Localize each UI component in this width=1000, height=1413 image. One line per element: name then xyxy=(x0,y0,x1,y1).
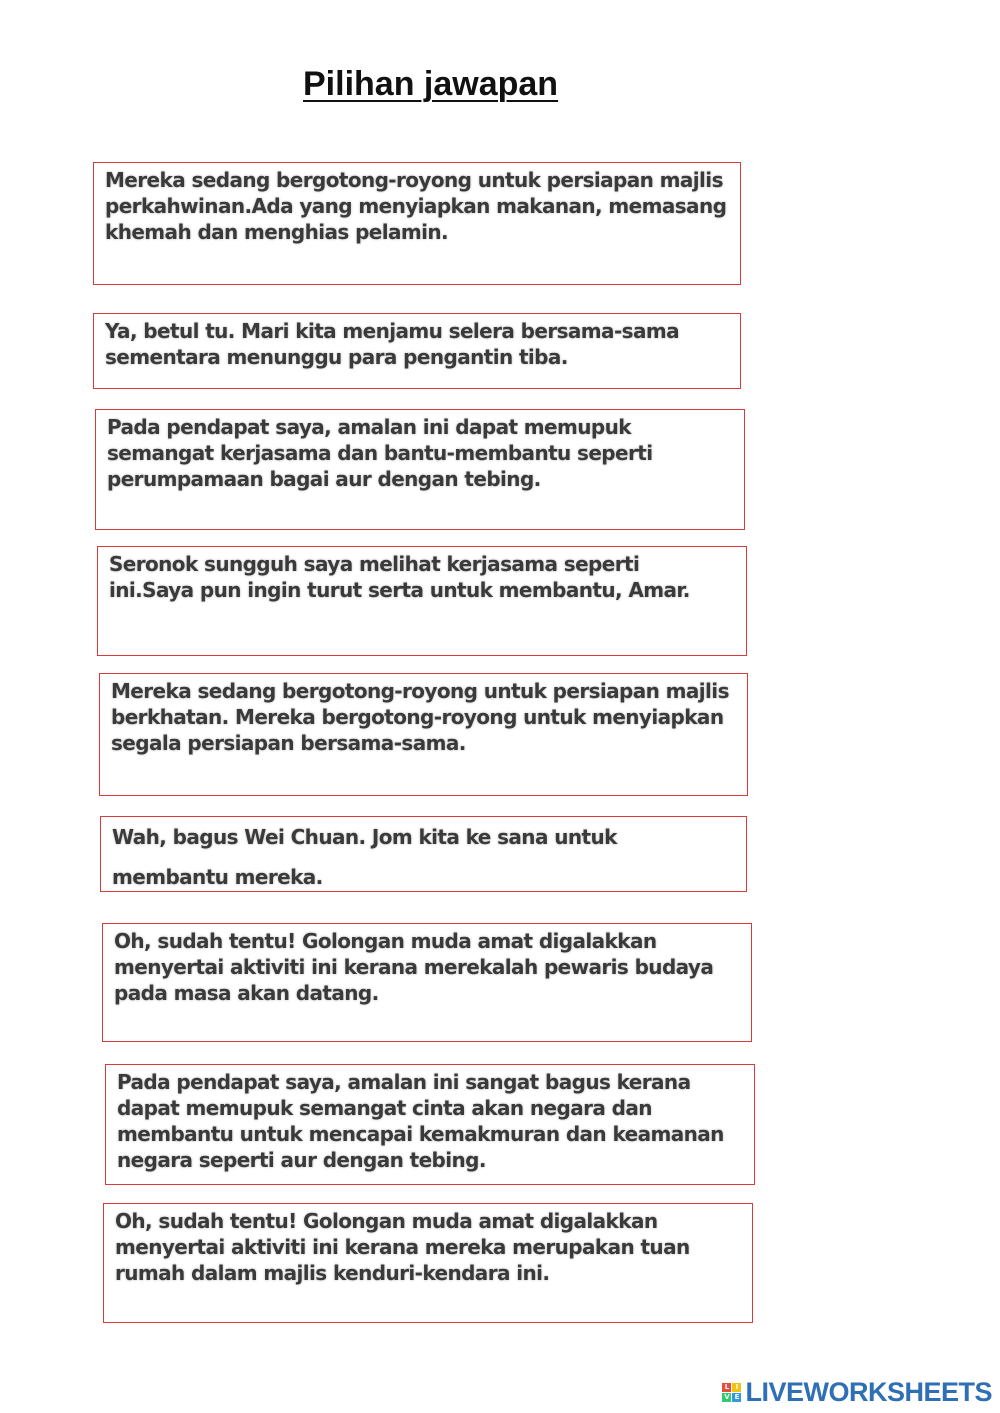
logo-letter-l: L xyxy=(722,1383,731,1392)
answer-line: rumah dalam majlis kenduri-kendara ini. xyxy=(115,1261,550,1285)
logo-text: LIVEWORKSHEETS xyxy=(745,1377,992,1407)
logo-letter-e: E xyxy=(732,1393,741,1402)
answer-line: dapat memupuk semangat cinta akan negara dan xyxy=(117,1096,652,1120)
answer-line: negara seperti aur dengan tebing. xyxy=(117,1148,486,1172)
answer-line: Mereka sedang bergotong-royong untuk persiapan majlis xyxy=(111,679,729,703)
answer-line: perkahwinan.Ada yang menyiapkan makanan, memasang xyxy=(105,194,727,218)
answer-card-7[interactable] xyxy=(102,923,752,1042)
answer-line: berkhatan. Mereka bergotong-royong untuk menyiapkan xyxy=(111,705,724,729)
answer-card-4[interactable] xyxy=(97,546,747,656)
page-title: Pilihan jawapan xyxy=(303,65,559,103)
answer-card-5[interactable] xyxy=(99,673,748,796)
answer-card-9[interactable] xyxy=(103,1203,753,1323)
answer-line: sementara menunggu para pengantin tiba. xyxy=(105,345,568,369)
answer-line: menyertai aktiviti ini kerana mereka merupakan tuan xyxy=(115,1235,690,1259)
answer-line: semangat kerjasama dan bantu-membantu seperti xyxy=(107,441,653,465)
logo-letter-i: I xyxy=(732,1383,741,1392)
answer-line: segala persiapan bersama-sama. xyxy=(111,731,466,755)
answer-line: Ya, betul tu. Mari kita menjamu selera bersama-sama xyxy=(105,319,679,343)
answer-line: Oh, sudah tentu! Golongan muda amat digalakkan xyxy=(114,929,657,953)
answer-line: Mereka sedang bergotong-royong untuk persiapan majlis xyxy=(105,168,723,192)
answer-line: khemah dan menghias pelamin. xyxy=(105,220,449,244)
logo-letter-v: V xyxy=(724,1392,730,1401)
answer-card-6[interactable] xyxy=(100,816,747,892)
answer-line: Pada pendapat saya, amalan ini sangat bagus kerana xyxy=(117,1070,691,1094)
liveworksheets-logo xyxy=(722,1377,992,1407)
answer-line: membantu untuk mencapai kemakmuran dan keamanan xyxy=(117,1122,724,1146)
answer-line: Seronok sungguh saya melihat kerjasama seperti xyxy=(109,552,640,576)
answer-line: Pada pendapat saya, amalan ini dapat memupuk xyxy=(107,415,631,439)
answer-card-2[interactable] xyxy=(93,313,741,389)
answer-line: membantu mereka. xyxy=(112,865,323,889)
answer-line: Oh, sudah tentu! Golongan muda amat digalakkan xyxy=(115,1209,658,1233)
answer-line: menyertai aktiviti ini kerana merekalah pewaris budaya xyxy=(114,955,714,979)
answer-card-8[interactable] xyxy=(105,1064,755,1185)
answer-card-1[interactable] xyxy=(93,162,741,285)
answer-line: pada masa akan datang. xyxy=(114,981,379,1005)
answer-line: Wah, bagus Wei Chuan. Jom kita ke sana untuk xyxy=(112,825,617,849)
liveworksheets-icon xyxy=(722,1383,741,1402)
answer-card-3[interactable] xyxy=(95,409,745,530)
answer-line: ini.Saya pun ingin turut serta untuk membantu, Amar. xyxy=(109,578,690,602)
answer-line: perumpamaan bagai aur dengan tebing. xyxy=(107,467,541,491)
